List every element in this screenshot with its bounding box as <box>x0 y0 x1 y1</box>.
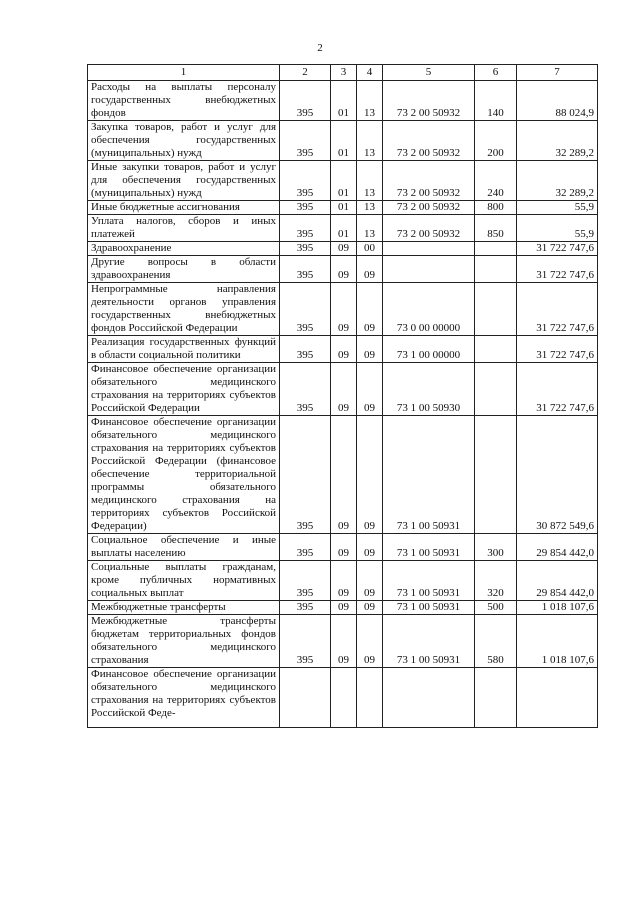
column-header: 6 <box>475 65 517 81</box>
code-ministry-cell: 395 <box>280 336 331 363</box>
code-ministry-cell: 395 <box>280 81 331 121</box>
amount-cell: 32 289,2 <box>517 121 598 161</box>
code-target-cell: 73 2 00 50932 <box>383 215 475 242</box>
amount-cell: 55,9 <box>517 215 598 242</box>
code-ministry-cell: 395 <box>280 601 331 615</box>
amount-cell: 31 722 747,6 <box>517 256 598 283</box>
code-section-cell: 01 <box>331 201 357 215</box>
row-name-cell: Финансовое обеспечение организации обязательного медицинского страхования на территориях субъектов Российской Федерации (финансовое обеспечение территориальной программы обязательного медицинского страхования на территориях субъектов Российской Федерации) <box>88 416 280 534</box>
code-target-cell: 73 0 00 00000 <box>383 283 475 336</box>
table-row <box>88 283 598 336</box>
row-name-cell: Реализация государственных функций в области социальной политики <box>88 336 280 363</box>
code-ministry-cell: 395 <box>280 416 331 534</box>
table-row <box>88 121 598 161</box>
code-ministry-cell: 395 <box>280 256 331 283</box>
amount-cell: 1 018 107,6 <box>517 615 598 668</box>
code-ministry-cell: 395 <box>280 242 331 256</box>
column-header: 5 <box>383 65 475 81</box>
amount-cell: 55,9 <box>517 201 598 215</box>
code-expense-type-cell: 200 <box>475 121 517 161</box>
code-expense-type-cell <box>475 416 517 534</box>
row-name-cell: Здравоохранение <box>88 242 280 256</box>
code-subsection-cell: 09 <box>357 601 383 615</box>
table-row <box>88 416 598 534</box>
code-expense-type-cell <box>475 283 517 336</box>
code-subsection-cell: 09 <box>357 336 383 363</box>
table-row <box>88 256 598 283</box>
column-header: 3 <box>331 65 357 81</box>
code-section-cell: 09 <box>331 534 357 561</box>
column-header: 2 <box>280 65 331 81</box>
code-section-cell <box>331 668 357 728</box>
row-name-cell: Финансовое обеспечение организации обязательного медицинского страхования на территориях субъектов Российской Федерации <box>88 363 280 416</box>
code-target-cell: 73 1 00 50931 <box>383 534 475 561</box>
code-section-cell: 01 <box>331 215 357 242</box>
code-ministry-cell: 395 <box>280 201 331 215</box>
table-row <box>88 336 598 363</box>
code-target-cell: 73 1 00 50931 <box>383 615 475 668</box>
code-subsection-cell <box>357 668 383 728</box>
row-name-cell: Финансовое обеспечение организации обязательного медицинского страхования на территориях субъектов Российской Феде- <box>88 668 280 728</box>
table-row <box>88 615 598 668</box>
column-header: 7 <box>517 65 598 81</box>
code-ministry-cell: 395 <box>280 161 331 201</box>
amount-cell: 88 024,9 <box>517 81 598 121</box>
code-subsection-cell: 13 <box>357 201 383 215</box>
code-ministry-cell: 395 <box>280 215 331 242</box>
table-row <box>88 601 598 615</box>
page-number: 2 <box>317 42 323 54</box>
amount-cell: 1 018 107,6 <box>517 601 598 615</box>
code-section-cell: 09 <box>331 561 357 601</box>
table-row <box>88 668 598 728</box>
table-row <box>88 561 598 601</box>
amount-cell: 30 872 549,6 <box>517 416 598 534</box>
row-name-cell: Социальное обеспечение и иные выплаты населению <box>88 534 280 561</box>
code-section-cell: 09 <box>331 256 357 283</box>
code-expense-type-cell <box>475 363 517 416</box>
code-ministry-cell: 395 <box>280 534 331 561</box>
code-section-cell: 09 <box>331 615 357 668</box>
code-subsection-cell: 13 <box>357 121 383 161</box>
code-target-cell: 73 1 00 50931 <box>383 416 475 534</box>
code-subsection-cell: 09 <box>357 256 383 283</box>
amount-cell: 31 722 747,6 <box>517 363 598 416</box>
row-name-cell: Уплата налогов, сборов и иных платежей <box>88 215 280 242</box>
code-expense-type-cell <box>475 256 517 283</box>
code-subsection-cell: 00 <box>357 242 383 256</box>
amount-cell: 29 854 442,0 <box>517 561 598 601</box>
code-ministry-cell: 395 <box>280 615 331 668</box>
code-target-cell <box>383 668 475 728</box>
budget-table <box>87 64 598 728</box>
code-expense-type-cell: 240 <box>475 161 517 201</box>
code-subsection-cell: 09 <box>357 283 383 336</box>
code-subsection-cell: 13 <box>357 215 383 242</box>
row-name-cell: Расходы на выплаты персоналу государственных внебюджетных фондов <box>88 81 280 121</box>
code-expense-type-cell <box>475 242 517 256</box>
code-target-cell: 73 2 00 50932 <box>383 121 475 161</box>
code-ministry-cell: 395 <box>280 363 331 416</box>
row-name-cell: Иные бюджетные ассигнования <box>88 201 280 215</box>
table-row <box>88 534 598 561</box>
code-section-cell: 09 <box>331 363 357 416</box>
code-section-cell: 01 <box>331 161 357 201</box>
code-target-cell: 73 1 00 50930 <box>383 363 475 416</box>
code-subsection-cell: 13 <box>357 81 383 121</box>
code-target-cell: 73 1 00 50931 <box>383 561 475 601</box>
row-name-cell: Иные закупки товаров, работ и услуг для обеспечения государственных (муниципальных) нужд <box>88 161 280 201</box>
code-target-cell: 73 2 00 50932 <box>383 161 475 201</box>
amount-cell: 29 854 442,0 <box>517 534 598 561</box>
code-expense-type-cell <box>475 668 517 728</box>
code-subsection-cell: 13 <box>357 161 383 201</box>
column-header: 4 <box>357 65 383 81</box>
code-ministry-cell: 395 <box>280 121 331 161</box>
code-expense-type-cell: 500 <box>475 601 517 615</box>
row-name-cell: Межбюджетные трансферты <box>88 601 280 615</box>
code-subsection-cell: 09 <box>357 363 383 416</box>
row-name-cell: Другие вопросы в области здравоохранения <box>88 256 280 283</box>
amount-cell: 32 289,2 <box>517 161 598 201</box>
code-target-cell: 73 2 00 50932 <box>383 201 475 215</box>
code-expense-type-cell: 140 <box>475 81 517 121</box>
row-name-cell: Закупка товаров, работ и услуг для обеспечения государственных (муниципальных) нужд <box>88 121 280 161</box>
row-name-cell: Непрограммные направления деятельности органов управления государственных внебюджетных фондов Российской Федерации <box>88 283 280 336</box>
table-row <box>88 363 598 416</box>
row-name-cell: Социальные выплаты гражданам, кроме публичных нормативных социальных выплат <box>88 561 280 601</box>
table-row <box>88 201 598 215</box>
code-subsection-cell: 09 <box>357 534 383 561</box>
table-row <box>88 81 598 121</box>
code-section-cell: 09 <box>331 601 357 615</box>
code-ministry-cell: 395 <box>280 283 331 336</box>
code-target-cell: 73 2 00 50932 <box>383 81 475 121</box>
code-subsection-cell: 09 <box>357 416 383 534</box>
code-section-cell: 01 <box>331 121 357 161</box>
code-section-cell: 09 <box>331 416 357 534</box>
code-expense-type-cell: 320 <box>475 561 517 601</box>
table-row <box>88 161 598 201</box>
code-expense-type-cell <box>475 336 517 363</box>
code-ministry-cell: 395 <box>280 561 331 601</box>
table-row <box>88 215 598 242</box>
code-section-cell: 01 <box>331 81 357 121</box>
code-target-cell <box>383 256 475 283</box>
code-section-cell: 09 <box>331 283 357 336</box>
amount-cell: 31 722 747,6 <box>517 336 598 363</box>
code-target-cell <box>383 242 475 256</box>
table-row <box>88 242 598 256</box>
row-name-cell: Межбюджетные трансферты бюджетам территориальных фондов обязательного медицинского страхования <box>88 615 280 668</box>
code-subsection-cell: 09 <box>357 615 383 668</box>
code-target-cell: 73 1 00 50931 <box>383 601 475 615</box>
code-expense-type-cell: 850 <box>475 215 517 242</box>
amount-cell: 31 722 747,6 <box>517 283 598 336</box>
code-subsection-cell: 09 <box>357 561 383 601</box>
table-header-row <box>88 65 598 81</box>
code-ministry-cell <box>280 668 331 728</box>
amount-cell <box>517 668 598 728</box>
amount-cell: 31 722 747,6 <box>517 242 598 256</box>
code-section-cell: 09 <box>331 336 357 363</box>
code-section-cell: 09 <box>331 242 357 256</box>
code-expense-type-cell: 580 <box>475 615 517 668</box>
code-expense-type-cell: 800 <box>475 201 517 215</box>
code-expense-type-cell: 300 <box>475 534 517 561</box>
code-target-cell: 73 1 00 00000 <box>383 336 475 363</box>
column-header: 1 <box>88 65 280 81</box>
